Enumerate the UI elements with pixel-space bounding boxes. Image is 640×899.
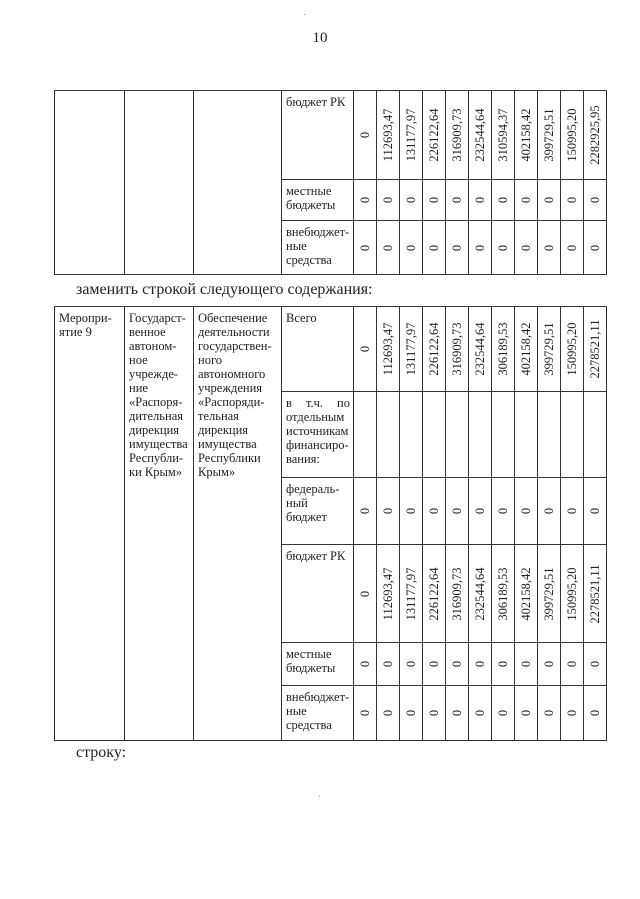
value-cell [538,307,561,392]
value-text: 0 [542,709,556,717]
value-text: 0 [473,244,487,251]
value-cell [377,392,400,478]
value-text: 0 [358,244,372,251]
value-text: 0 [427,709,441,717]
value-cell [423,91,446,180]
value-cell [423,392,446,478]
value-text: 306189,53 [496,566,510,621]
value-cell [492,180,515,221]
value-cell [561,307,584,392]
value-cell [561,545,584,643]
value-text: 226122,64 [427,108,441,162]
value-cell [446,307,469,392]
value-cell [377,180,400,221]
value-cell [400,643,423,686]
value-cell [446,392,469,478]
value-text: 0 [404,507,418,515]
value-text: 232544,64 [473,322,487,376]
value-cell [538,545,561,643]
value-text: 226122,64 [427,566,441,621]
value-cell [561,686,584,741]
value-cell [584,180,607,221]
value-text: 0 [496,660,510,668]
value-cell [423,686,446,741]
value-cell [584,686,607,741]
value-text: 0 [519,196,533,204]
source-label-cell [282,643,354,686]
source-label-cell [282,478,354,545]
value-cell [400,91,423,180]
source-label-cell [282,392,354,478]
value-cell [469,307,492,392]
value-text: 0 [496,507,510,515]
executor-cell [125,91,194,275]
value-cell [515,686,538,741]
value-cell [584,307,607,392]
value-text: 0 [381,244,395,251]
value-cell [446,686,469,741]
value-cell [492,307,515,392]
value-cell [377,686,400,741]
value-text: 0 [519,660,533,668]
value-text: 2278521,11 [588,564,602,623]
value-cell [423,221,446,275]
source-label-cell-text: федераль-ный бюджет [286,482,340,524]
value-text: 0 [358,131,372,139]
value-text: 0 [450,196,464,204]
value-text: 0 [450,660,464,668]
value-cell [354,91,377,180]
value-cell [469,478,492,545]
source-label-cell-text: внебюджет-ные средства [286,225,350,267]
value-text: 0 [358,590,372,597]
value-cell [423,180,446,221]
description-cell [194,91,282,275]
value-text: 0 [358,660,372,668]
value-cell [354,221,377,275]
value-text: 0 [473,660,487,668]
source-label-cell [282,221,354,275]
value-cell [400,307,423,392]
value-text: 0 [404,244,418,251]
value-text: 0 [496,709,510,717]
source-label-cell-text: бюджет РК [286,95,346,109]
value-text: 316909,73 [450,322,464,376]
value-text: 402158,42 [519,566,533,621]
value-cell [561,221,584,275]
footer-text: строку: [76,744,127,761]
value-text: 0 [588,244,602,251]
value-cell [538,180,561,221]
value-cell [377,91,400,180]
executor-cell-text: Государст-венное автоном-ное учрежде-ние «Распоря-дительная дирекция имущества Республи-ки Крым» [129,311,188,479]
value-text: 0 [519,507,533,515]
value-cell [515,180,538,221]
value-text: 0 [473,507,487,515]
scan-speck: · [303,10,307,21]
value-text: 0 [565,507,579,515]
value-text: 316909,73 [450,108,464,162]
description-cell-text: Обеспечение деятельности государствен-ного автономного учреждения «Распоряди-тельная дирекция имущества Республики Крым» [198,311,272,479]
value-cell [377,545,400,643]
value-text: 0 [381,196,395,204]
scan-speck: · [318,792,322,803]
value-text: 0 [496,244,510,251]
table-row [55,307,607,392]
value-text: 0 [404,660,418,668]
value-cell [515,307,538,392]
value-text: 0 [358,345,372,353]
value-cell [354,643,377,686]
value-cell [469,643,492,686]
measure-cell [55,91,125,275]
value-text: 131177,97 [404,108,418,162]
value-text: 0 [565,196,579,204]
value-text: 0 [588,709,602,717]
value-text: 402158,42 [519,322,533,376]
value-text: 226122,64 [427,322,441,376]
value-cell [469,686,492,741]
description-cell [194,307,282,741]
value-cell [492,91,515,180]
source-label-cell [282,180,354,221]
value-cell [561,392,584,478]
source-label-cell-text: бюджет РК [286,549,346,563]
value-text: 150995,20 [565,322,579,376]
value-cell [469,545,492,643]
value-text: 0 [473,709,487,717]
source-label-cell-text: Всего [286,311,317,325]
value-text: 0 [519,244,533,251]
value-cell [354,180,377,221]
value-cell [561,478,584,545]
value-text: 316909,73 [450,566,464,621]
value-cell [538,91,561,180]
value-cell [515,545,538,643]
value-cell [469,180,492,221]
value-cell [354,307,377,392]
source-label-cell-text: местные бюджеты [286,647,336,675]
source-label-cell-text: внебюджет-ные средства [286,690,350,732]
value-text: 399729,51 [542,566,556,621]
value-text: 150995,20 [565,108,579,162]
value-text: 112693,47 [381,322,395,376]
value-cell [538,686,561,741]
value-cell [423,307,446,392]
value-text: 0 [450,507,464,515]
value-text: 0 [542,244,556,251]
value-cell [515,221,538,275]
value-text: 0 [565,244,579,251]
value-cell [354,478,377,545]
value-text: 0 [381,709,395,717]
value-cell [584,221,607,275]
value-text: 232544,64 [473,108,487,162]
value-cell [446,643,469,686]
value-cell [492,545,515,643]
value-text: 0 [565,709,579,717]
value-text: 112693,47 [381,567,395,620]
value-text: 131177,97 [404,567,418,620]
value-cell [400,686,423,741]
value-text: 0 [588,196,602,204]
value-cell [423,643,446,686]
value-text: 112693,47 [381,108,395,162]
value-text: 0 [381,507,395,515]
value-cell [469,221,492,275]
source-label-cell [282,545,354,643]
value-cell [584,545,607,643]
top-table [54,90,607,275]
value-text: 402158,42 [519,108,533,162]
value-cell [515,392,538,478]
value-text: 0 [588,507,602,515]
value-text: 399729,51 [542,322,556,376]
value-cell [377,307,400,392]
value-text: 0 [427,507,441,515]
value-text: 2278521,11 [588,319,602,379]
value-cell [469,392,492,478]
value-text: 0 [542,507,556,515]
value-cell [515,643,538,686]
value-cell [538,643,561,686]
value-text: 0 [427,196,441,204]
value-cell [492,392,515,478]
value-cell [584,91,607,180]
source-label-cell [282,686,354,741]
value-cell [446,221,469,275]
value-cell [354,545,377,643]
value-cell [492,643,515,686]
bottom-table [54,306,607,741]
measure-cell [55,307,125,741]
source-label-cell [282,307,354,392]
value-text: 0 [404,709,418,717]
value-text: 0 [565,660,579,668]
value-cell [492,686,515,741]
value-cell [377,643,400,686]
value-text: 0 [519,709,533,717]
value-cell [400,180,423,221]
value-cell [377,478,400,545]
value-cell [377,221,400,275]
table-row [55,91,607,180]
value-cell [400,545,423,643]
value-cell [400,392,423,478]
value-cell [446,91,469,180]
measure-cell-text: Меропри-ятие 9 [59,311,112,339]
value-text: 0 [496,196,510,204]
value-cell [423,545,446,643]
value-cell [515,91,538,180]
value-text: 0 [358,507,372,515]
value-cell [446,180,469,221]
source-label-cell [282,91,354,180]
value-text: 399729,51 [542,108,556,162]
value-cell [561,643,584,686]
value-text: 0 [381,660,395,668]
value-text: 306189,53 [496,322,510,376]
value-cell [538,478,561,545]
value-text: 150995,20 [565,566,579,621]
value-text: 0 [588,660,602,668]
value-text: 0 [358,709,372,717]
value-cell [400,478,423,545]
source-label-cell-text: местные бюджеты [286,184,336,212]
value-cell [354,392,377,478]
value-text: 0 [450,709,464,717]
value-text: 0 [358,196,372,204]
page-number: 10 [312,30,328,46]
value-cell [584,392,607,478]
value-cell [538,392,561,478]
value-cell [469,91,492,180]
value-text: 0 [427,244,441,251]
replace-instruction: заменить строкой следующего содержания: [76,281,373,298]
value-cell [515,478,538,545]
value-text: 0 [542,660,556,668]
executor-cell [125,307,194,741]
source-label-cell-text: в т.ч. по отдельным источникам финансиро-вания: [286,396,350,466]
value-cell [400,221,423,275]
value-cell [538,221,561,275]
value-text: 0 [542,196,556,204]
value-cell [561,180,584,221]
value-text: 232544,64 [473,566,487,621]
value-text: 0 [450,244,464,251]
value-text: 0 [473,196,487,204]
value-cell [446,545,469,643]
value-cell [354,686,377,741]
value-cell [423,478,446,545]
value-cell [584,478,607,545]
value-text: 310594,37 [496,108,510,162]
value-text: 0 [404,196,418,204]
value-cell [584,643,607,686]
value-cell [492,221,515,275]
value-cell [492,478,515,545]
value-text: 0 [427,660,441,668]
value-cell [561,91,584,180]
value-cell [446,478,469,545]
value-text: 2282925,95 [588,105,602,165]
value-text: 131177,97 [404,322,418,376]
